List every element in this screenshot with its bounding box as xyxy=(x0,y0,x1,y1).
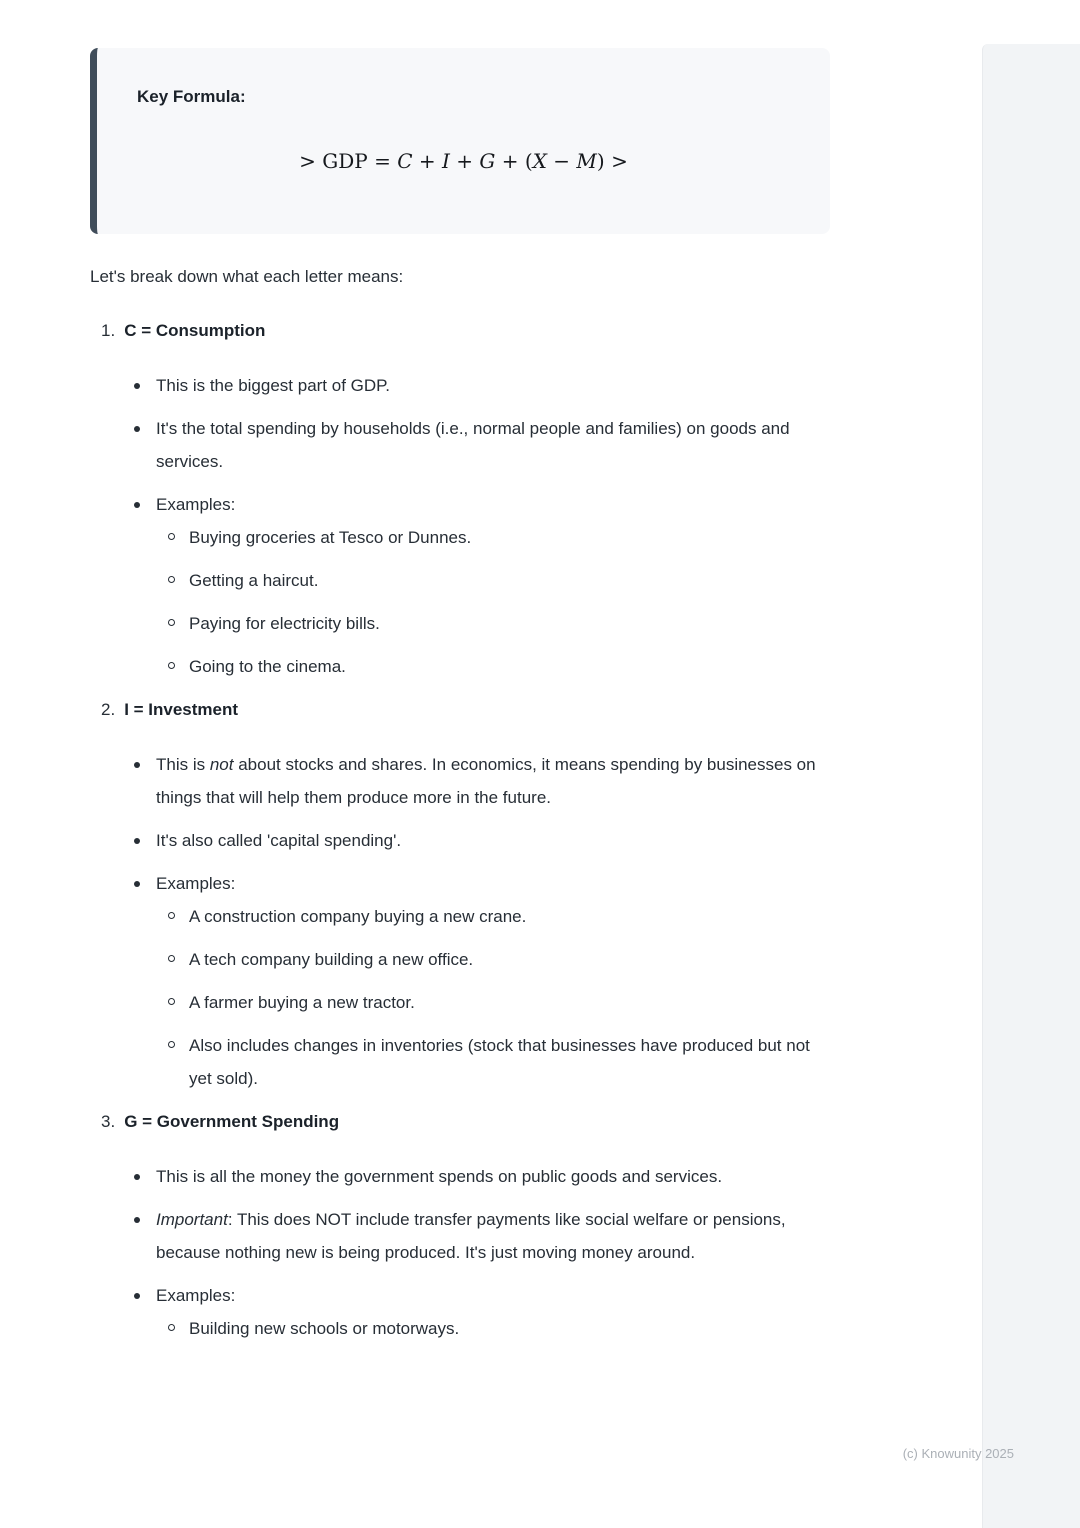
sub-bullet-icon xyxy=(168,912,175,919)
intro-text: Let's break down what each letter means: xyxy=(90,267,404,286)
sub-bullet-text xyxy=(189,1029,830,1095)
section-number: 1. xyxy=(101,321,116,340)
bullet-text-line xyxy=(156,824,830,857)
bullet-item xyxy=(134,412,830,478)
text-run: ) > xyxy=(596,149,628,173)
emphasized-text: C xyxy=(397,149,413,173)
section-number: 3. xyxy=(101,1112,116,1131)
bullet-item xyxy=(134,867,830,1095)
bullet-text xyxy=(156,1203,830,1269)
bullet-item xyxy=(134,748,830,814)
section xyxy=(90,1105,830,1345)
sub-bullet-list xyxy=(156,521,830,683)
sub-bullet-item xyxy=(168,1029,830,1095)
sub-bullet-icon xyxy=(168,576,175,583)
text-run: Going to the cinema. xyxy=(189,657,346,676)
bullet-text xyxy=(156,824,830,857)
emphasized-text: Important xyxy=(156,1210,228,1229)
sub-bullet-item xyxy=(168,986,830,1019)
key-formula-callout xyxy=(90,48,830,234)
sub-bullet-text xyxy=(189,521,830,554)
sub-bullet-item xyxy=(168,1312,830,1345)
text-run: Examples: xyxy=(156,874,236,893)
sub-bullet-item xyxy=(168,521,830,554)
text-run: This is the biggest part of GDP. xyxy=(156,376,391,395)
watermark: (c) Knowunity 2025 xyxy=(902,1446,1014,1461)
bullet-text-line xyxy=(156,1279,830,1312)
bullet-text-line xyxy=(156,748,830,814)
bullet-list xyxy=(90,1160,830,1345)
sub-bullet-icon xyxy=(168,619,175,626)
section-heading xyxy=(90,693,830,726)
bullet-icon xyxy=(134,838,140,844)
bullet-text xyxy=(156,488,830,683)
text-run: + ( xyxy=(495,149,533,173)
text-run: + xyxy=(412,149,443,173)
bullet-text xyxy=(156,867,830,1095)
sub-bullet-list xyxy=(156,900,830,1095)
sections-list xyxy=(90,314,830,1345)
text-run: This is xyxy=(156,755,210,774)
document-content xyxy=(90,48,830,1355)
bullet-list xyxy=(90,369,830,683)
text-run: This is all the money the government spends on public goods and services. xyxy=(156,1167,723,1186)
bullet-text xyxy=(156,1279,830,1345)
section-title: I = Investment xyxy=(124,700,239,719)
text-run: It's also called 'capital spending'. xyxy=(156,831,402,850)
bullet-item xyxy=(134,1160,830,1193)
bullet-text xyxy=(156,412,830,478)
sub-bullet-text xyxy=(189,650,830,683)
sub-bullet-icon xyxy=(168,662,175,669)
emphasized-text: not xyxy=(209,755,234,774)
bullet-text-line xyxy=(156,412,830,478)
sub-bullet-item xyxy=(168,943,830,976)
bullet-text-line xyxy=(156,1203,830,1269)
sub-bullet-text xyxy=(189,943,830,976)
bullet-icon xyxy=(134,1217,140,1223)
bullet-item xyxy=(134,1203,830,1269)
bullet-icon xyxy=(134,383,140,389)
gdp-formula xyxy=(137,146,790,176)
text-run: Also includes changes in inventories (stock that businesses have produced but not yet sold). xyxy=(189,1036,810,1088)
bullet-icon xyxy=(134,881,140,887)
text-run: A tech company building a new office. xyxy=(189,950,474,969)
bullet-icon xyxy=(134,426,140,432)
section-title: G = Government Spending xyxy=(124,1112,340,1131)
sub-bullet-item xyxy=(168,564,830,597)
text-run: : This does NOT include transfer payments like social welfare or pensions, because nothing new is being produced. It's just moving money around. xyxy=(156,1210,786,1262)
bullet-text xyxy=(156,1160,830,1193)
bullet-item xyxy=(134,1279,830,1345)
sub-bullet-item xyxy=(168,900,830,933)
sub-bullet-item xyxy=(168,607,830,640)
section-heading xyxy=(90,1105,830,1138)
bullet-text-line xyxy=(156,369,830,402)
bullet-item xyxy=(134,369,830,402)
bullet-text xyxy=(156,748,830,814)
text-run: A construction company buying a new crane. xyxy=(189,907,527,926)
callout-title: Key Formula: xyxy=(137,87,246,106)
text-run: A farmer buying a new tractor. xyxy=(189,993,415,1012)
text-run: Paying for electricity bills. xyxy=(189,614,380,633)
emphasized-text: G xyxy=(479,149,496,173)
section xyxy=(90,314,830,683)
emphasized-text: M xyxy=(576,149,597,173)
sub-bullet-icon xyxy=(168,998,175,1005)
sub-bullet-text xyxy=(189,564,830,597)
sub-bullet-icon xyxy=(168,1324,175,1331)
bullet-text-line xyxy=(156,1160,830,1193)
section-number: 2. xyxy=(101,700,116,719)
viewer-right-gutter xyxy=(982,44,1080,1528)
section-heading xyxy=(90,314,830,347)
text-run: − xyxy=(546,149,577,173)
text-run: > GDP = xyxy=(299,149,398,173)
text-run: about stocks and shares. In economics, it means spending by businesses on things that will help them produce more in the future. xyxy=(156,755,816,807)
sub-bullet-item xyxy=(168,650,830,683)
sub-bullet-text xyxy=(189,1312,830,1345)
text-run: Building new schools or motorways. xyxy=(189,1319,460,1338)
bullet-text-line xyxy=(156,488,830,521)
bullet-item xyxy=(134,824,830,857)
bullet-icon xyxy=(134,762,140,768)
emphasized-text: I xyxy=(442,149,450,173)
sub-bullet-list xyxy=(156,1312,830,1345)
section xyxy=(90,693,830,1095)
sub-bullet-text xyxy=(189,986,830,1019)
text-run: Examples: xyxy=(156,495,236,514)
sub-bullet-icon xyxy=(168,955,175,962)
bullet-text xyxy=(156,369,830,402)
section-title: C = Consumption xyxy=(124,321,266,340)
emphasized-text: X xyxy=(532,149,547,173)
bullet-list xyxy=(90,748,830,1095)
text-run: Examples: xyxy=(156,1286,236,1305)
text-run: Buying groceries at Tesco or Dunnes. xyxy=(189,528,472,547)
bullet-item xyxy=(134,488,830,683)
sub-bullet-text xyxy=(189,607,830,640)
text-run: Getting a haircut. xyxy=(189,571,319,590)
text-run: + xyxy=(449,149,480,173)
sub-bullet-text xyxy=(189,900,830,933)
bullet-icon xyxy=(134,1174,140,1180)
text-run: It's the total spending by households (i.e., normal people and families) on goods and services. xyxy=(156,419,790,471)
sub-bullet-icon xyxy=(168,533,175,540)
bullet-icon xyxy=(134,502,140,508)
bullet-text-line xyxy=(156,867,830,900)
bullet-icon xyxy=(134,1293,140,1299)
sub-bullet-icon xyxy=(168,1041,175,1048)
